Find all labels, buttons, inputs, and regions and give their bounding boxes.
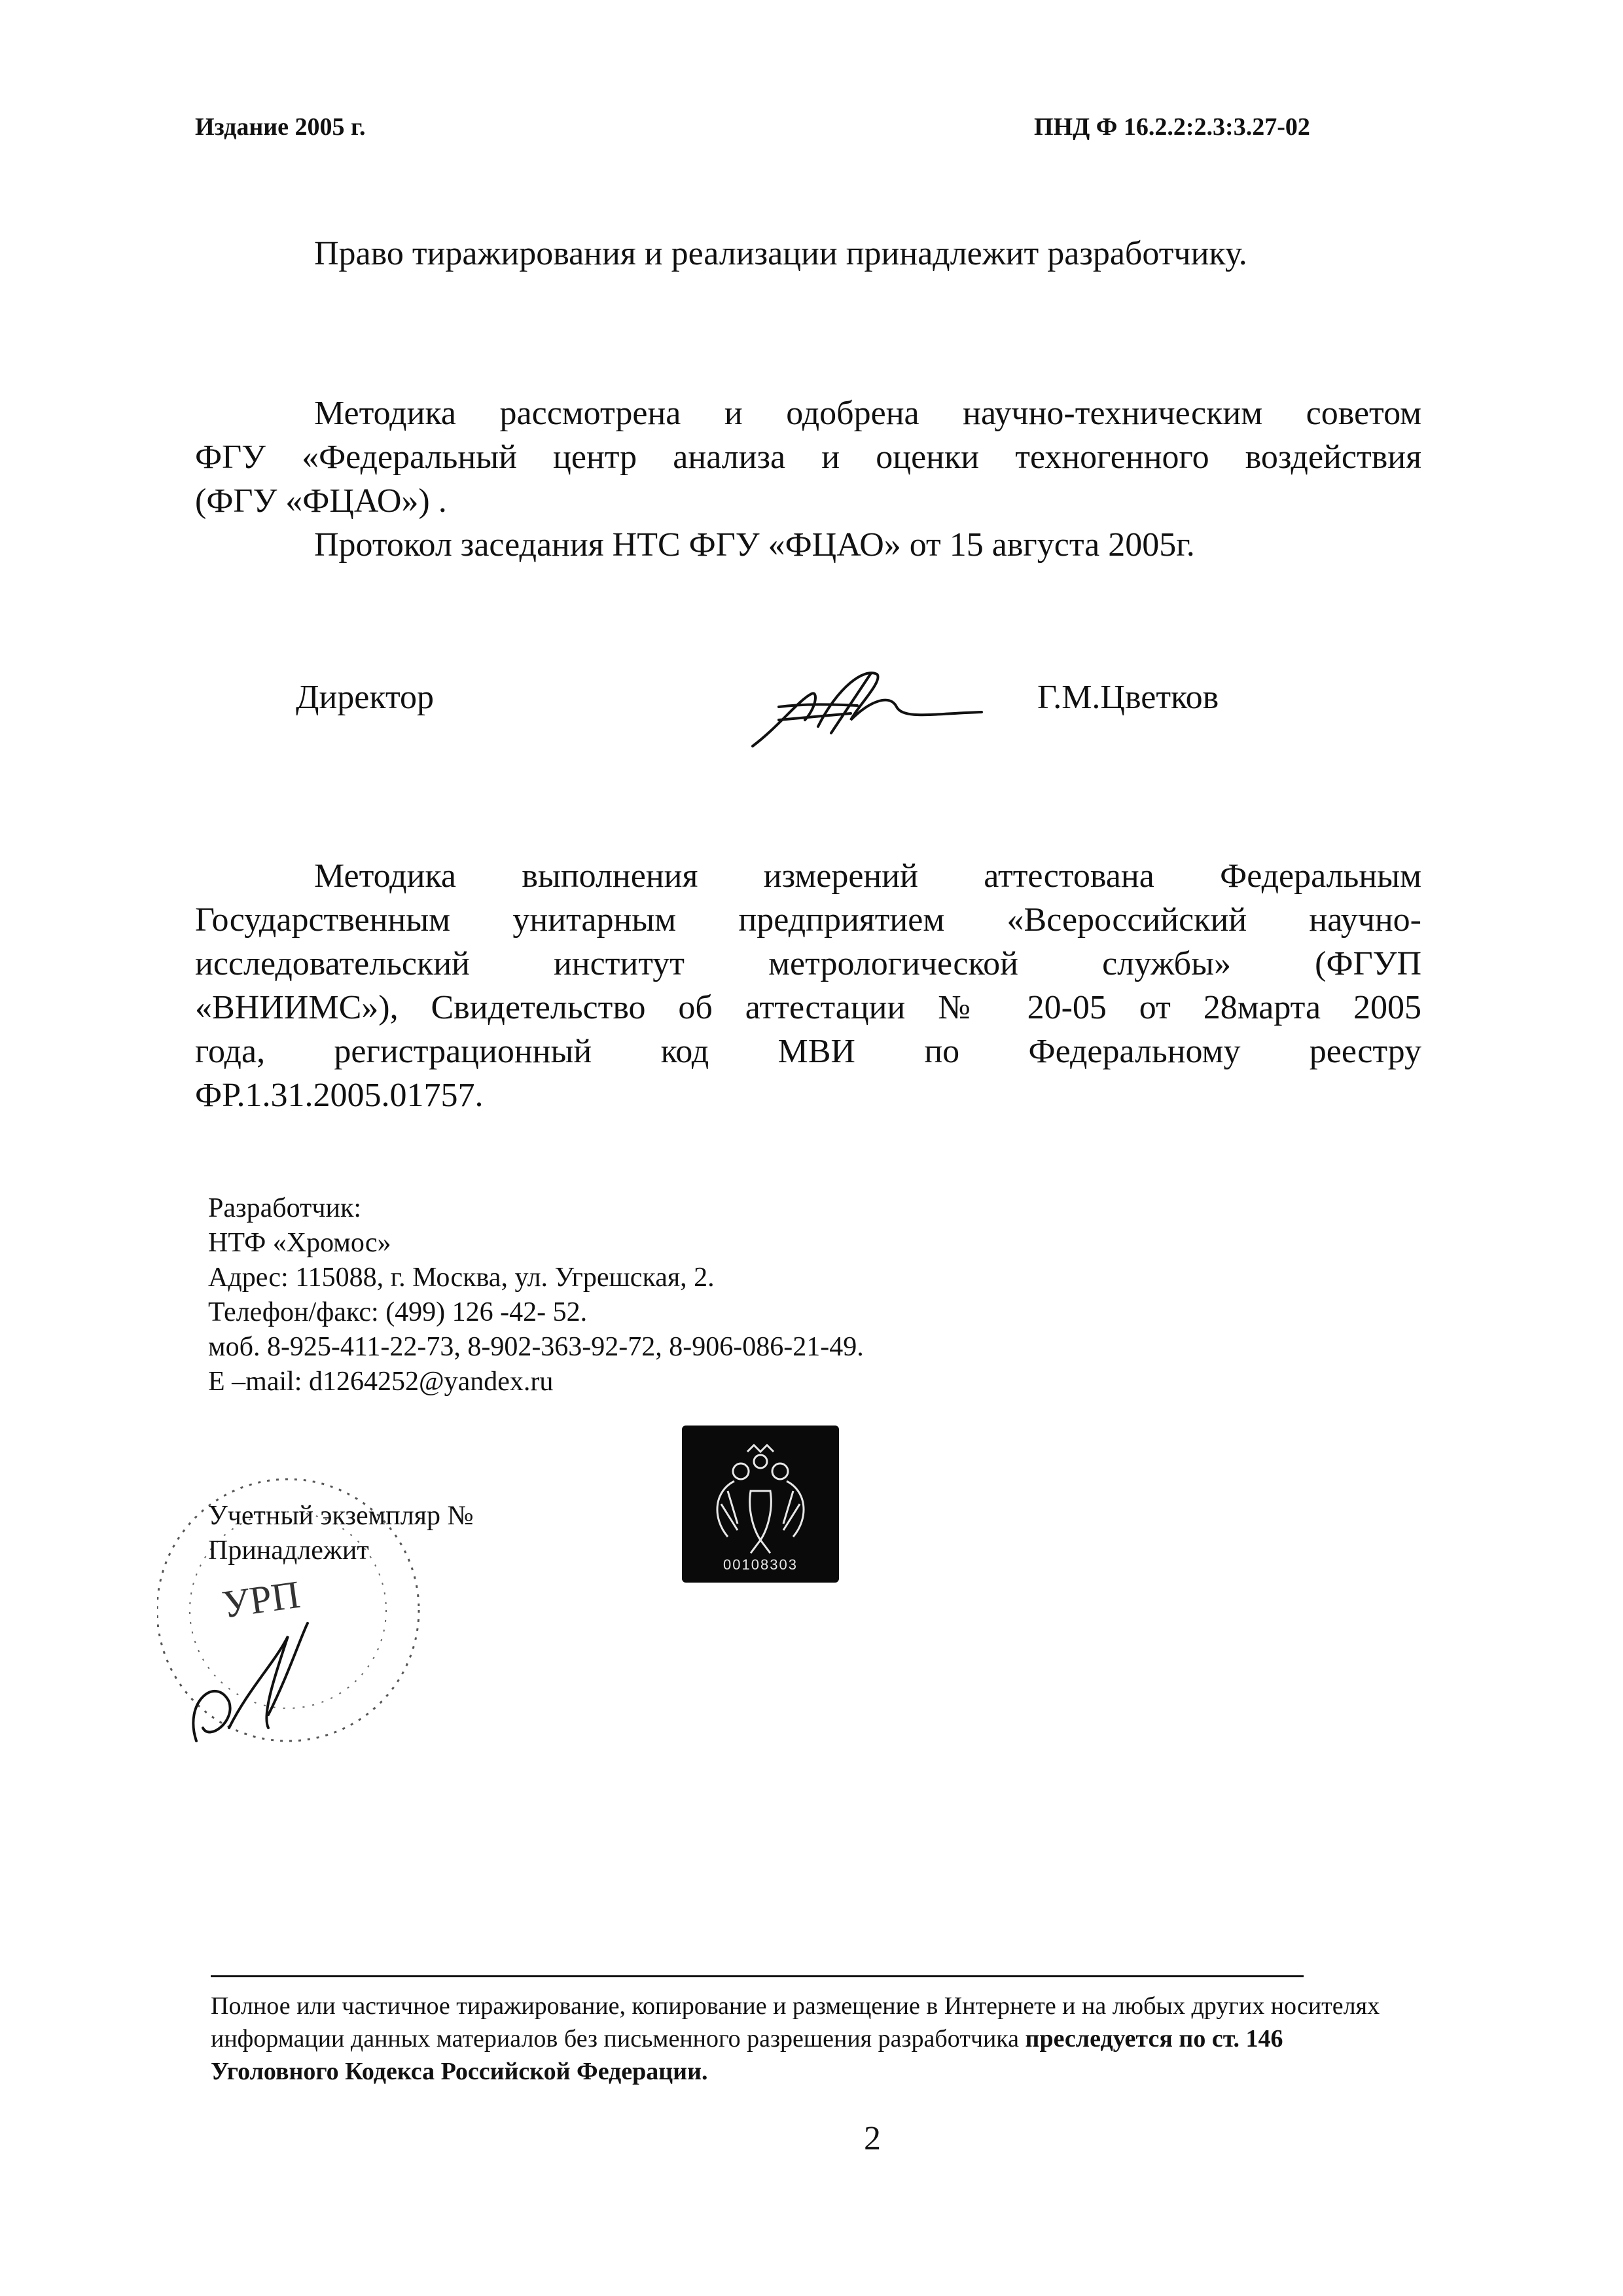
developer-email: E –mail: d1264252@yandex.ru — [208, 1367, 554, 1397]
director-title: Директор — [296, 679, 434, 716]
developer-address: Адрес: 115088, г. Москва, ул. Угрешская, 2. — [208, 1263, 715, 1293]
director-name: Г.М.Цветков — [1037, 679, 1219, 716]
approval-line: (ФГУ «ФЦАО») . — [195, 482, 447, 520]
certification-line: Методика выполнения измерений аттестована Федеральным — [314, 857, 1421, 895]
copyright-notice: Право тиражирования и реализации принадлежит разработчику. — [314, 235, 1247, 272]
developer-label: Разработчик: — [208, 1193, 362, 1223]
official-stamp — [157, 1440, 458, 1780]
developer-phone: Телефон/факс: (499) 126 -42- 52. — [208, 1297, 588, 1327]
approval-paragraph — [195, 391, 1421, 567]
certification-line: «ВНИИМС»), Свидетельство об аттестации № 20-05 от 28марта 2005 — [195, 989, 1421, 1026]
stamp-text: УРП — [219, 1572, 303, 1626]
stamp-labels — [208, 1499, 474, 1568]
certification-paragraph — [195, 854, 1421, 1117]
footer-notice-bold: преследуется по ст. 146 Уголовного Кодекса Российской Федерации. — [211, 2025, 1283, 2085]
page-number: 2 — [864, 2120, 881, 2157]
copy-number-label: Учетный экземпляр № — [208, 1501, 474, 1531]
approval-line: ФГУ «Федеральный центр анализа и оценки техногенного воздействия — [195, 439, 1421, 476]
footer-divider — [211, 1975, 1304, 1977]
certification-line: ФР.1.31.2005.01757. — [195, 1077, 484, 1114]
developer-mobile: моб. 8-925-411-22-73, 8-902-363-92-72, 8-906-086-21-49. — [208, 1332, 864, 1362]
footer-notice-text: Полное или частичное тиражирование, копирование и размещение в Интернете и на любых других носителях информации данных материалов без письменного разрешения разработчика — [211, 1992, 1380, 2053]
certification-line: Государственным унитарным предприятием «Всероссийский научно- — [195, 901, 1421, 939]
certification-line: исследовательский институт метрологической службы» (ФГУП — [195, 945, 1421, 982]
document-code: ПНД Ф 16.2.2:2.3:3.27-02 — [1034, 113, 1310, 141]
approval-line: Методика рассмотрена и одобрена научно-техническим советом — [314, 395, 1421, 432]
director-signature — [740, 648, 988, 759]
protocol-line: Протокол заседания НТС ФГУ «ФЦАО» от 15 августа 2005г. — [314, 526, 1195, 564]
developer-block — [208, 1191, 864, 1399]
footer-notice — [211, 1990, 1403, 2088]
hologram-sticker — [682, 1426, 839, 1583]
edition-label: Издание 2005 г. — [195, 113, 366, 141]
certification-line: года, регистрационный код МВИ по Федеральному реестру — [195, 1033, 1421, 1070]
developer-name: НТФ «Хромос» — [208, 1228, 391, 1258]
hologram-serial: 00108303 — [723, 1556, 798, 1573]
belongs-label: Принадлежит — [208, 1535, 369, 1566]
